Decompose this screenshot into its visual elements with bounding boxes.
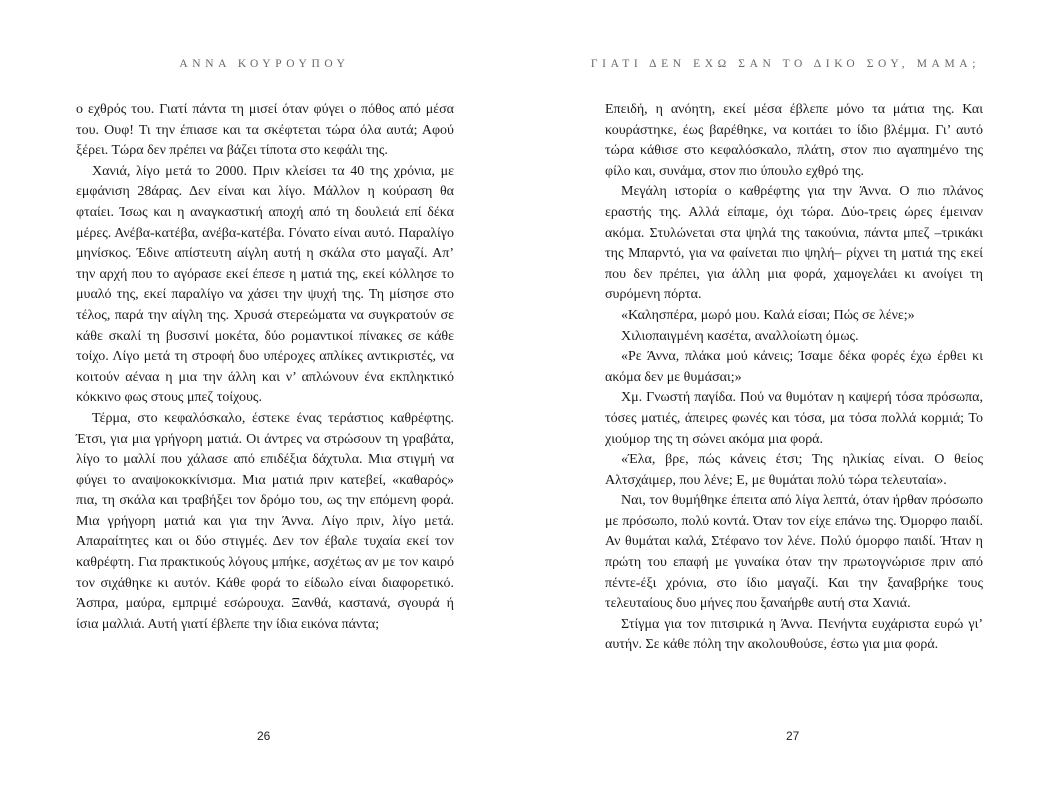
paragraph: Στίγμα για τον πιτσιρικά η Άννα. Πενήντα ευχάριστα ευρώ γι’ αυτήν. Σε κάθε πόλη την ακολουθούσε, έστω για μια φορά. — [605, 616, 983, 653]
paragraph: «Καλησπέρα, μωρό μου. Καλά είσαι; Πώς σε λένε;» — [621, 307, 915, 323]
paragraph: Χανιά, λίγο μετά το 2000. Πριν κλείσει τα 40 της χρόνια, με εμφάνιση 28άρας. Δεν είναι και λίγο. Μάλλον η κούραση θα φταίει. Ίσως και η αναγκαστική αποχή από τη δουλειά επί δέκα μέρες. Ανέβα-κατέβα, ανέβα-κατέβα. Γόνατο είναι αυτό. Παραλίγο μηνίσκος. Έδινε απίστευτη αίγλη αυτή η σκάλα στο μαγαζί. Απ’ την αρχή που το αγόρασε εκεί έπεσε η ματιά της, εκεί κόλλησε το μυαλό της, εκεί παραλίγο να χάσει την ψυχή της. Τη μίσησε στο τέλος, παρά την αίγλη της. Χρυσά στερεώματα να συγκρατούν σε κάθε σκαλί τη βυσσινί μοκέτα, δύο ρομαντικοί πίνακες σε κάθε τοίχο. Λίγο μετά τη στροφή δυο υπέροχες απλίκες αντικριστές, να κοιτούν αέναα η μια την άλλη και ν’ απλώνουν ένα εκπληκτικό κόκκινο φως στους μπεζ τοίχους. — [76, 163, 454, 406]
paragraph: Χμ. Γνωστή παγίδα. Πού να θυμόταν η καψερή τόσα πρόσωπα, τόσες ματιές, άπειρες φωνές και τόσα, μα τόσα πολλά κορμιά; Το χιούμορ της τη σώνει ακόμα μια φορά. — [605, 390, 983, 447]
paragraph: ο εχθρός του. Γιατί πάντα τη μισεί όταν φύγει ο πόθος από μέσα του. Ουφ! Τι την έπιασε και τα σκέφτεται τώρα όλα αυτά; Αφού ξέρει. Τώρα δεν πρέπει να βάζει τίποτα στο κεφάλι της. — [76, 102, 454, 159]
paragraph: Ναι, τον θυμήθηκε έπειτα από λίγα λεπτά, όταν ήρθαν πρόσωπο με πρόσωπο, πολύ κοντά. Όταν τον είχε επάνω της. Όμορφο παιδί. Αν θυμάται καλά, Στέφανο τον λένε. Πολύ όμορφο παιδί. Ήταν η πρώτη του επαφή με γυναίκα όταν την πρωτογνώρισε πριν από πέντε-έξι χρόνια, στο ίδιο μαγαζί. Και την ξαναβρήκε τους τελευταίους δυο μήνες που ξαναήρθε αυτή στα Χανιά. — [605, 493, 983, 612]
running-head-author: ΑΝΝΑ ΚΟΥΡΟΥΠΟΥ — [179, 58, 350, 70]
running-head-title: ΓΙΑΤΙ ΔΕΝ ΕΧΩ ΣΑΝ ΤΟ ΔΙΚΟ ΣΟΥ, ΜΑΜΑ; — [590, 58, 980, 70]
body-text-right — [605, 100, 983, 656]
right-page — [529, 0, 1058, 794]
paragraph: Χιλιοπαιγμένη κασέτα, αναλλοίωτη όμως. — [621, 328, 859, 344]
paragraph: «Ρε Άννα, πλάκα μού κάνεις; Ίσαμε δέκα φορές έχω έρθει κι ακόμα δεν με θυμάσαι;» — [605, 349, 983, 385]
page-number: 27 — [786, 729, 800, 743]
paragraph: Τέρμα, στο κεφαλόσκαλο, έστεκε ένας τεράστιος καθρέφτης. Έτσι, για μια γρήγορη ματιά. Οι άντρες να στρώσουν τη γραβάτα, λίγο το μαλλί που χάλασε από επιδέξια δάχτυλα. Μια στιγμή να φύγει το αναψοκοκκίνισμα. Μια ματιά πριν κατεβεί, «καθαρός» πια, τη σκάλα και τραβήξει τον δρόμο του, ως την επόμενη φορά. Μια γρήγορη ματιά και για την Άννα. Λίγο πριν, λίγο μετά. Απαραίτητες και οι δύο στιγμές. Δεν τον έβαλε τυχαία εκεί τον καθρέφτη. Για πρακτικούς λόγους μπήκε, ασχέτως αν με τον καιρό τον σιχάθηκε κι αυτόν. Κάθε φορά το είδωλο είναι διαφορετικό. Άσπρα, μαύρα, εμπριμέ εσώρουχα. Ξανθά, καστανά, σγουρά ή ίσια μαλλιά. Αυτή γιατί έβλεπε την ίδια εικόνα πάντα; — [76, 410, 454, 632]
paragraph: Επειδή, η ανόητη, εκεί μέσα έβλεπε μόνο τα μάτια της. Και κουράστηκε, έως βαρέθηκε, να κοιτάει το ίδιο βλέμμα. Γι’ αυτό τώρα κάθισε στο κεφαλόσκαλο, πλάτη, στον πιο αγαπημένο της φίλο και, συνάμα, στον πιο ύπουλο εχθρό της. — [605, 102, 983, 179]
body-text-left — [76, 100, 454, 635]
page-number: 26 — [257, 729, 271, 743]
paragraph: «Έλα, βρε, πώς κάνεις έτσι; Της ηλικίας είναι. Ο θείος Αλτσχάιμερ, που λένε; Ε, με θυμάται πολύ τώρα τελευταία». — [605, 452, 983, 488]
paragraph: Μεγάλη ιστορία ο καθρέφτης για την Άννα. Ο πιο πλάνος εραστής της. Αλλά είπαμε, όχι τώρα. Δύο-τρεις ώρες έμειναν ακόμα. Στυλώνεται στα ψηλά της τακούνια, πάντα μπεζ –τρικάκι της Μπαρντό, για να φαίνεται πιο ψηλή– ρίχνει τη ματιά της εκεί που δεν πρέπει, για άλλη μια φορά, χαμογελάει κι ανοίγει τη συρόμενη πόρτα. — [605, 184, 983, 303]
